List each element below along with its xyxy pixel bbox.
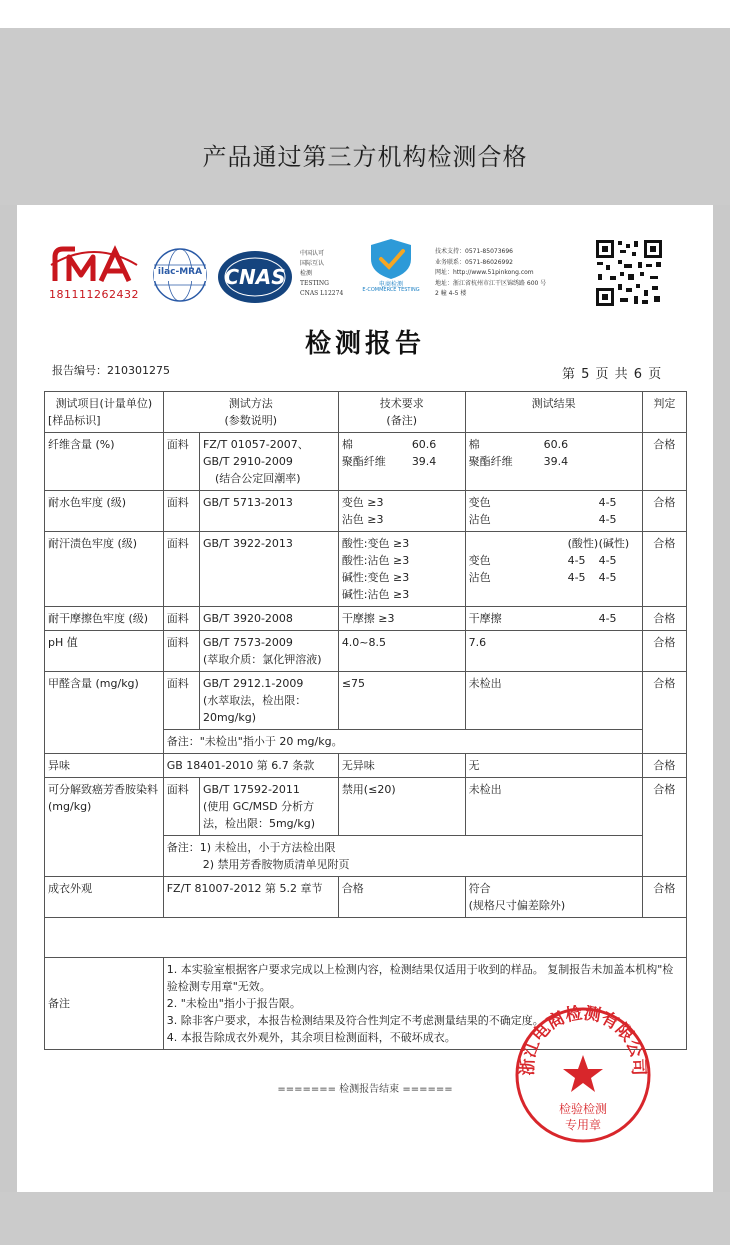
banner xyxy=(0,28,730,205)
method-note: (使用 GC/MSD 分析方法，检出限：5mg/kg) xyxy=(202,800,315,830)
remark-line: 3. 除非客户要求，本报告检测结果及符合性判定不考虑测量结果的不确定度。 xyxy=(166,1014,544,1027)
table-row xyxy=(45,631,687,672)
cell-part: 面料 xyxy=(163,631,199,672)
cell-judge: 合格 xyxy=(642,433,686,491)
cell-tech: 无异味 xyxy=(338,754,465,778)
remarks-label: 备注 xyxy=(45,958,164,1050)
top-white-strip xyxy=(0,0,730,28)
cell-judge: 合格 xyxy=(642,754,686,778)
result-value: 4-5 xyxy=(567,571,586,584)
tech-value: 60.6 xyxy=(411,438,437,451)
cnas-logo xyxy=(217,250,293,304)
cell-item: 耐汗渍色牢度 (级) xyxy=(45,532,164,607)
cell-item: 耐干摩擦色牢度 (级) xyxy=(45,607,164,631)
method-text: GB/T 7573-2009 xyxy=(202,636,293,649)
report-paper xyxy=(17,205,713,1192)
cell-part: 面料 xyxy=(163,433,199,491)
tech-value: 39.4 xyxy=(411,455,437,468)
method-note: (萃取介质：氯化钾溶液) xyxy=(202,653,322,666)
tech-label: 棉 xyxy=(341,438,353,451)
cell-method xyxy=(199,778,338,836)
cnas-side-line: 检测 xyxy=(300,270,313,277)
cell-method xyxy=(199,672,338,730)
cell-method xyxy=(199,433,338,491)
svg-text:专用章: 专用章 xyxy=(564,1118,602,1132)
cell-method: GB/T 5713-2013 xyxy=(199,491,338,532)
blank-row xyxy=(45,918,687,958)
header-text: 测试项目(计量单位) xyxy=(55,397,153,410)
cnas-side-line: TESTING xyxy=(300,280,329,287)
method-text: FZ/T 01057-2007、GB/T 2910-2009 xyxy=(202,438,309,468)
cell-item: 异味 xyxy=(45,754,164,778)
cell-part: 面料 xyxy=(163,532,199,607)
ecom-en-label: E-COMMERCE TESTING xyxy=(362,287,420,293)
qr-code xyxy=(594,238,664,308)
cell-judge: 合格 xyxy=(642,672,686,754)
result-subheader: (酸性) xyxy=(567,537,599,550)
cma-mark-icon xyxy=(47,245,141,285)
cell-item: 甲醛含量 (mg/kg) xyxy=(45,672,164,754)
cell-result xyxy=(465,607,642,631)
header-subtext: (参数说明) xyxy=(224,414,278,427)
cell-judge: 合格 xyxy=(642,631,686,672)
tech-line: 酸性:变色 ≥3 xyxy=(341,537,410,550)
cnas-side-line: 国际互认 xyxy=(300,260,325,267)
contact-line: 网址：http://www.51pinkong.com xyxy=(435,269,534,276)
remark-line: 4. 本报告除成衣外观外，其余项目检测面料，不破坏成衣。 xyxy=(166,1031,456,1044)
cell-result: 无 xyxy=(465,754,642,778)
result-label: 棉 xyxy=(468,438,480,451)
cell-method: FZ/T 81007-2012 第 5.2 章节 xyxy=(163,877,338,918)
cell-method xyxy=(199,631,338,672)
tech-label: 聚酯纤维 xyxy=(341,455,386,468)
ecommerce-testing-logo xyxy=(363,237,419,303)
result-label: 沾色 xyxy=(468,571,491,584)
cell-judge: 合格 xyxy=(642,607,686,631)
ecom-cn-label: 电商检测 xyxy=(378,281,403,288)
tech-line: 碱性:变色 ≥3 xyxy=(341,571,410,584)
table-row xyxy=(45,778,687,836)
contact-block xyxy=(435,247,585,300)
cnas-side-line: CNAS L12274 xyxy=(300,290,344,297)
cell-result: 未检出 xyxy=(465,778,642,836)
cell-judge: 合格 xyxy=(642,491,686,532)
cell-result xyxy=(465,433,642,491)
result-value: 4-5 xyxy=(598,554,617,567)
report-number: 报告编号：210301275 xyxy=(52,364,170,377)
bottom-gray-strip xyxy=(0,1192,730,1245)
remark-line: 1. 本实验室根据客户要求完成以上检测内容，检测结果仅适用于收到的样品。 复制报告未加盖本机构"检验检测专用章"无效。 xyxy=(166,963,674,993)
result-label: 干摩擦 xyxy=(468,612,502,625)
contact-line: 业务联系：0571-86026992 xyxy=(435,258,513,266)
header-subtext: [样品标识] xyxy=(48,414,101,427)
header-text: 技术要求 xyxy=(379,397,424,410)
cell-part: 面料 xyxy=(163,672,199,730)
cell-result xyxy=(465,877,642,918)
cell-part: 面料 xyxy=(163,491,199,532)
cell-result xyxy=(465,532,642,607)
cell-tech: 4.0~8.5 xyxy=(338,631,465,672)
result-label: 聚酯纤维 xyxy=(468,455,513,468)
header-tech xyxy=(338,392,465,433)
table-row xyxy=(45,754,687,778)
ilac-text: ilac-MRA xyxy=(157,267,203,277)
method-text: GB/T 17592-2011 xyxy=(202,783,300,796)
result-value: 4-5 xyxy=(598,513,617,526)
cell-item: 纤维含量 (%) xyxy=(45,433,164,491)
cma-logo xyxy=(47,245,141,305)
report-end: ======= 检测报告结束 ====== xyxy=(277,1084,453,1095)
cell-note: 备注："未检出"指小于 20 mg/kg。 xyxy=(163,730,642,754)
cell-judge: 合格 xyxy=(642,532,686,607)
cell-tech: 合格 xyxy=(338,877,465,918)
table-header-row xyxy=(45,392,687,433)
method-note: (水萃取法，检出限：20mg/kg) xyxy=(202,694,307,724)
cell-method: GB/T 3920-2008 xyxy=(199,607,338,631)
cell-tech xyxy=(338,491,465,532)
cell-judge: 合格 xyxy=(642,877,686,918)
header-judge: 判定 xyxy=(642,392,686,433)
report-title: 检测报告 xyxy=(304,329,425,359)
table-row xyxy=(45,532,687,607)
cell-part: 面料 xyxy=(163,778,199,836)
method-note: (结合公定回潮率) xyxy=(214,472,301,485)
tech-line: 变色 ≥3 xyxy=(341,496,384,509)
page-number: 第 5 页 共 6 页 xyxy=(562,367,663,382)
cell-item: 可分解致癌芳香胺染料 (mg/kg) xyxy=(45,778,164,877)
tech-line: 碱性:沾色 ≥3 xyxy=(341,588,410,601)
result-text: 符合 xyxy=(468,882,491,895)
cell-method: GB 18401-2010 第 6.7 条款 xyxy=(163,754,338,778)
contact-line: 地址：浙江省杭州市江干区锦绣路 600 号 xyxy=(435,279,547,287)
svg-text:浙江电商检测有限公司: 浙江电商检测有限公司 xyxy=(517,1005,649,1076)
cell-tech xyxy=(338,532,465,607)
header-text: 测试方法 xyxy=(228,397,273,410)
result-subheader: (碱性) xyxy=(598,537,630,550)
cell-item: pH 值 xyxy=(45,631,164,672)
qr-code-icon xyxy=(594,238,664,308)
blank-cell xyxy=(45,918,687,958)
method-text: GB/T 2912.1-2009 xyxy=(202,677,304,690)
table-row xyxy=(45,672,687,730)
cnas-side-line: 中国认可 xyxy=(300,250,325,257)
result-note: (规格尺寸偏差除外) xyxy=(468,899,566,912)
header-method xyxy=(163,392,338,433)
remark-line: 2. "未检出"指小于报告限。 xyxy=(166,997,301,1010)
cell-tech: ≤75 xyxy=(338,672,465,730)
test-results-table xyxy=(44,391,687,1050)
cell-part: 面料 xyxy=(163,607,199,631)
result-value: 39.4 xyxy=(543,455,569,468)
result-value: 60.6 xyxy=(543,438,569,451)
note-line: 2) 禁用芳香胺物质清单见附页 xyxy=(202,858,350,871)
cma-number: 181111262432 xyxy=(49,288,139,301)
result-value: 4-5 xyxy=(598,612,617,625)
cell-item: 耐水色牢度 (级) xyxy=(45,491,164,532)
table-row xyxy=(45,433,687,491)
seal-stamp-icon xyxy=(513,1005,653,1145)
tech-line: 沾色 ≥3 xyxy=(341,513,384,526)
svg-text:检验检测: 检验检测 xyxy=(558,1102,608,1116)
table-row xyxy=(45,877,687,918)
contact-line: 技术支持：0571-85073696 xyxy=(435,248,513,255)
tech-line: 酸性:沾色 ≥3 xyxy=(341,554,410,567)
cnas-text: CNAS xyxy=(224,265,286,289)
cell-tech xyxy=(338,433,465,491)
cell-result xyxy=(465,491,642,532)
table-row xyxy=(45,607,687,631)
cell-result: 未检出 xyxy=(465,672,642,730)
result-label: 沾色 xyxy=(468,513,491,526)
header-item xyxy=(45,392,164,433)
table-row xyxy=(45,491,687,532)
official-seal xyxy=(513,1005,653,1145)
result-label: 变色 xyxy=(468,554,491,567)
cell-judge: 合格 xyxy=(642,778,686,877)
cell-tech: 禁用(≤20) xyxy=(338,778,465,836)
banner-title: 产品通过第三方机构检测合格 xyxy=(202,143,528,171)
cell-method: GB/T 3922-2013 xyxy=(199,532,338,607)
result-label: 变色 xyxy=(468,496,491,509)
result-value: 4-5 xyxy=(598,571,617,584)
shield-check-icon xyxy=(363,237,419,281)
result-value: 4-5 xyxy=(567,554,586,567)
header-subtext: (备注) xyxy=(386,414,417,427)
cell-item: 成衣外观 xyxy=(45,877,164,918)
cell-note xyxy=(163,836,642,877)
note-line: 备注：1) 未检出，小于方法检出限 xyxy=(166,841,336,854)
cell-result: 7.6 xyxy=(465,631,642,672)
cell-tech: 干摩擦 ≥3 xyxy=(338,607,465,631)
contact-line: 2 幢 4-5 楼 xyxy=(435,290,467,297)
header-result: 测试结果 xyxy=(465,392,642,433)
ilac-mra-logo xyxy=(150,247,210,303)
result-value: 4-5 xyxy=(598,496,617,509)
